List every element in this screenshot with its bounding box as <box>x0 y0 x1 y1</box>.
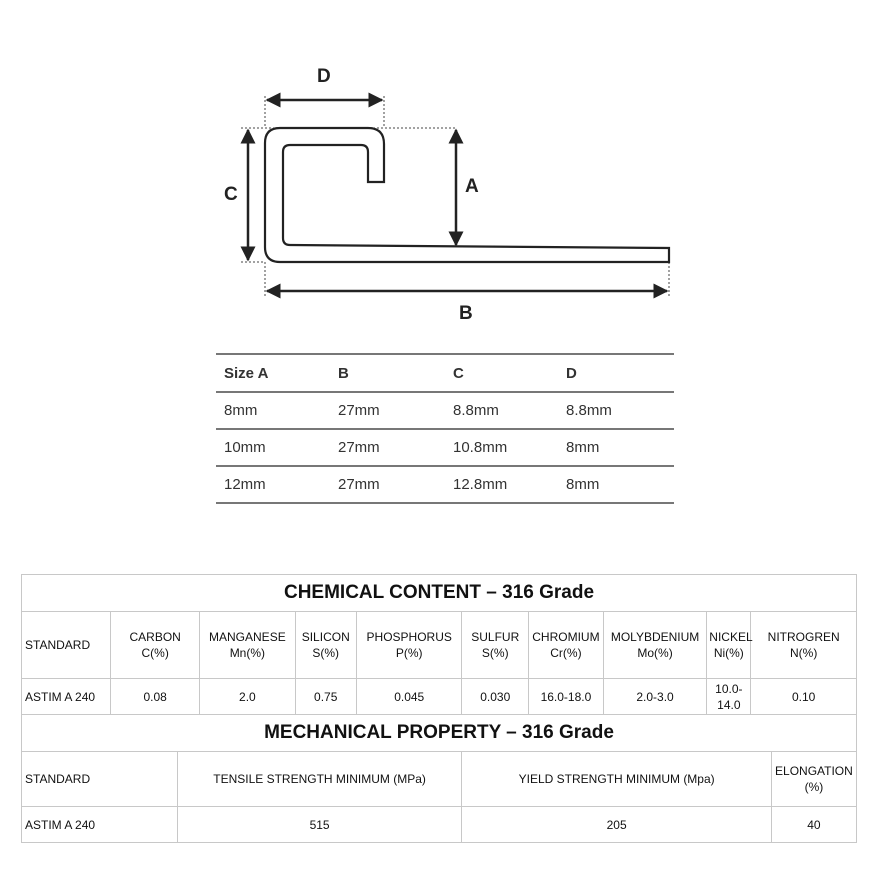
chem-value-nitrogren: 0.10 <box>751 679 857 715</box>
size-cell: 27mm <box>330 429 445 466</box>
size-cell: 10.8mm <box>445 429 558 466</box>
chem-header-standard: STANDARD <box>22 612 111 679</box>
table-row <box>216 466 674 503</box>
chem-value-standard: ASTIM A 240 <box>22 679 111 715</box>
table-row <box>216 429 674 466</box>
size-table <box>216 353 674 504</box>
chem-value-carbon: 0.08 <box>111 679 200 715</box>
size-header-c: C <box>445 354 558 392</box>
label-d: D <box>317 66 331 87</box>
chem-header-molybdenium: MOLYBDENIUM Mo(%) <box>603 612 706 679</box>
size-cell: 27mm <box>330 466 445 503</box>
mech-value-yield: 205 <box>462 807 771 843</box>
size-cell: 12.8mm <box>445 466 558 503</box>
size-header-a: Size A <box>216 354 330 392</box>
chemical-header-row <box>22 612 857 679</box>
chem-value-silicon: 0.75 <box>295 679 356 715</box>
chemical-title-row <box>22 575 857 612</box>
chem-header-nickel: NICKEL Ni(%) <box>707 612 751 679</box>
mech-header-tensile: TENSILE STRENGTH MINIMUM (MPa) <box>177 752 462 807</box>
mech-header-elongation: ELONGATION (%) <box>771 752 856 807</box>
size-header-b: B <box>330 354 445 392</box>
mechanical-title: MECHANICAL PROPERTY – 316 Grade <box>22 715 857 752</box>
chem-header-sulfur: SULFUR S(%) <box>462 612 529 679</box>
size-cell: 8mm <box>558 466 674 503</box>
chem-header-carbon: CARBON C(%) <box>111 612 200 679</box>
mechanical-values-row <box>22 807 857 843</box>
chem-header-nitrogren: NITROGREN N(%) <box>751 612 857 679</box>
size-table-header-row <box>216 354 674 392</box>
mech-header-standard: STANDARD <box>22 752 178 807</box>
chem-value-nickel: 10.0-14.0 <box>707 679 751 715</box>
chemical-values-row <box>22 679 857 715</box>
mech-value-elongation: 40 <box>771 807 856 843</box>
chem-header-silicon: SILICON S(%) <box>295 612 356 679</box>
label-b: B <box>459 303 473 324</box>
label-c: C <box>224 184 238 205</box>
size-cell: 12mm <box>216 466 330 503</box>
mech-value-tensile: 515 <box>177 807 462 843</box>
size-cell: 8.8mm <box>558 392 674 429</box>
size-cell: 8mm <box>216 392 330 429</box>
chem-value-chromium: 16.0-18.0 <box>529 679 604 715</box>
size-cell: 27mm <box>330 392 445 429</box>
size-cell: 10mm <box>216 429 330 466</box>
table-row <box>216 392 674 429</box>
properties-table <box>21 574 857 843</box>
mechanical-header-row <box>22 752 857 807</box>
chem-value-sulfur: 0.030 <box>462 679 529 715</box>
chem-value-molybdenium: 2.0-3.0 <box>603 679 706 715</box>
mech-header-yield: YIELD STRENGTH MINIMUM (Mpa) <box>462 752 771 807</box>
chem-header-phosphorus: PHOSPHORUS P(%) <box>356 612 462 679</box>
size-header-d: D <box>558 354 674 392</box>
size-cell: 8mm <box>558 429 674 466</box>
chem-header-manganese: MANGANESE Mn(%) <box>200 612 295 679</box>
label-a: A <box>465 176 479 197</box>
chem-value-phosphorus: 0.045 <box>356 679 462 715</box>
chem-header-chromium: CHROMIUM Cr(%) <box>529 612 604 679</box>
mech-value-standard: ASTIM A 240 <box>22 807 178 843</box>
chem-value-manganese: 2.0 <box>200 679 295 715</box>
mechanical-title-row <box>22 715 857 752</box>
profile-diagram <box>0 0 875 340</box>
size-cell: 8.8mm <box>445 392 558 429</box>
chemical-title: CHEMICAL CONTENT – 316 Grade <box>22 575 857 612</box>
